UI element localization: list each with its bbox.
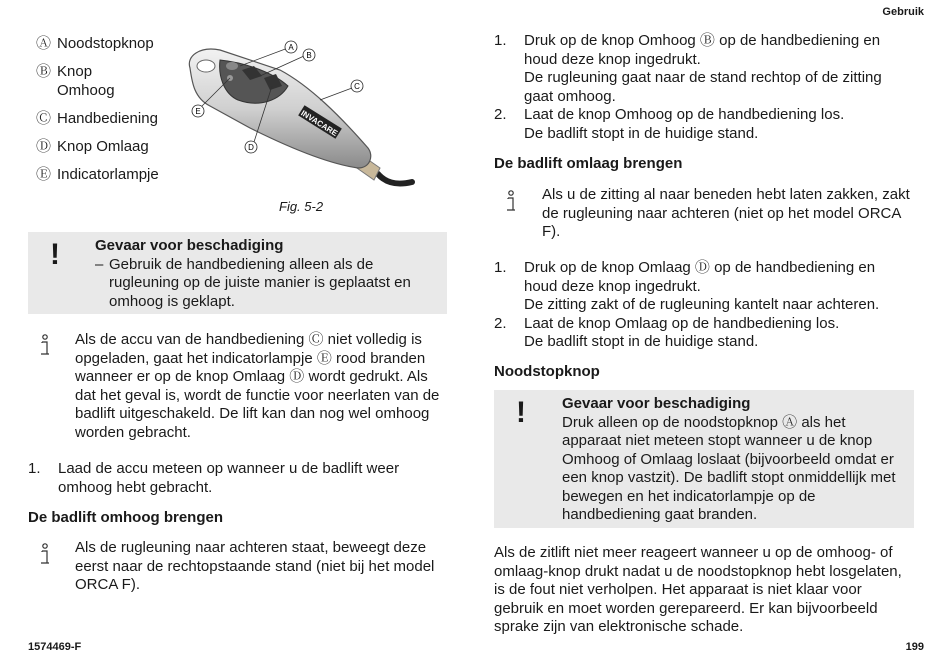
callout-b	[303, 49, 315, 61]
info-text: Als de accu van de handbediening Ⓒ niet volledig is opgeladen, gaat het indicatorlampje Ⓔ rood branden wanneer er op de knop Omlaag Ⓓ wordt gedrukt. Als dat het geval is, wordt de functie voor neerlaten van de badlift uitgeschakeld. De lift kan dan nog wel omhoog worden gebracht.	[75, 331, 440, 441]
step-number: 1.	[494, 259, 507, 276]
callout-d	[245, 141, 257, 153]
step-text: Druk op de knop Omhoog Ⓑ op de handbediening en houd deze knop ingedrukt.	[524, 32, 881, 68]
brand-label: INVACARE	[299, 108, 340, 139]
callout-a	[285, 41, 297, 53]
list-item	[494, 259, 908, 315]
list-item	[494, 32, 908, 106]
warning-text: Gebruik de handbediening alleen als de rugleuning op de juiste manier is geplaatst en omhoog is geklapt.	[109, 255, 411, 310]
svg-text:B: B	[306, 51, 312, 60]
section-header: Gebruik	[882, 6, 924, 18]
legend-letter: Ⓓ	[36, 138, 52, 155]
up-steps	[494, 32, 908, 143]
down-steps	[494, 259, 908, 352]
legend-letter: Ⓐ	[36, 35, 52, 52]
callout-c	[351, 80, 363, 92]
legend-text: Handbediening	[57, 110, 158, 127]
step-result: De rugleuning gaat naar de stand rechtop of de zitting gaat omhoog.	[524, 69, 882, 105]
section-heading: Noodstopknop	[494, 363, 600, 380]
legend-letter: Ⓒ	[36, 110, 52, 127]
svg-text:E: E	[195, 107, 201, 116]
list-item	[494, 106, 908, 143]
warning-box	[28, 232, 447, 314]
info-text: Als de rugleuning naar achteren staat, beweegt deze eerst naar de rechtopstaande stand (niet bij het model ORCA F).	[75, 539, 435, 593]
info-icon	[38, 334, 52, 358]
step-number: 2.	[494, 314, 507, 332]
legend-letter: Ⓔ	[36, 166, 52, 183]
callout-e	[192, 105, 204, 117]
legend-text: Knop Omlaag	[57, 138, 149, 155]
page-number: 199	[905, 641, 924, 653]
doc-code: 1574469-F	[28, 641, 82, 653]
step-number: 1.	[28, 460, 41, 477]
step-text: Laad de accu meteen op wanneer u de badlift weer omhoog hebt gebracht.	[58, 460, 400, 496]
info-icon	[38, 543, 52, 567]
list-item	[494, 315, 908, 352]
warning-title: Gevaar voor beschadiging	[562, 395, 751, 412]
legend-text: Knop Omhoog	[57, 63, 115, 99]
hand-control-illustration	[180, 36, 420, 196]
legend-text: Indicatorlampje	[57, 166, 159, 183]
svg-text:A: A	[288, 43, 294, 52]
legend-text: Noodstopknop	[57, 35, 154, 52]
step-result: De badlift stopt in de huidige stand.	[524, 333, 759, 350]
exclamation-icon: !	[516, 396, 526, 429]
info-text: Als u de zitting al naar beneden hebt laten zakken, zakt de rugleuning naar achteren (niet op het model ORCA F).	[542, 186, 910, 240]
warning-box	[494, 390, 914, 528]
list-item	[28, 460, 443, 497]
legend-letter: Ⓑ	[36, 63, 52, 80]
step-text: Laat de knop Omhoog op de handbediening los.	[524, 106, 845, 123]
step-number: 2.	[494, 106, 507, 123]
step-text: Laat de knop Omlaag op de handbediening los.	[524, 314, 840, 332]
step-number: 1.	[494, 32, 507, 49]
closing-paragraph: Als de zitlift niet meer reageert wanneer u op de omhoog- of omlaag-knop drukt nadat u de noodstopknop hebt losgelaten, is de fout niet verholpen. Het apparaat is niet klaar voor gebruik en moet worden gerepareerd. Er kan bijvoorbeeld sprake zijn van elektronische schade.	[494, 544, 902, 635]
step-text: Druk op de knop Omlaag Ⓓ op de handbediening en houd deze knop ingedrukt.	[524, 259, 876, 295]
figure-caption: Fig. 5-2	[279, 199, 324, 214]
exclamation-icon: !	[50, 238, 60, 271]
warning-text: Druk alleen op de noodstopknop Ⓐ als het apparaat niet meteen stopt wanneer u de knop Omhoog of Omlaag loslaat (bijvoorbeeld omdat er een knop vastzit). De badlift stopt onmiddellijk met bewegen en het indicatorlampje op de handbediening gaat branden.	[562, 413, 896, 523]
warning-dash: –	[95, 255, 104, 273]
svg-text:D: D	[248, 143, 254, 152]
step-result: De zitting zakt of de rugleuning kantelt naar achteren.	[524, 296, 880, 313]
info-icon	[504, 190, 518, 214]
section-heading: De badlift omhoog brengen	[28, 509, 223, 526]
section-heading: De badlift omlaag brengen	[494, 155, 683, 172]
svg-text:C: C	[354, 82, 360, 91]
step-result: De badlift stopt in de huidige stand.	[524, 124, 759, 142]
warning-title: Gevaar voor beschadiging	[95, 237, 284, 254]
